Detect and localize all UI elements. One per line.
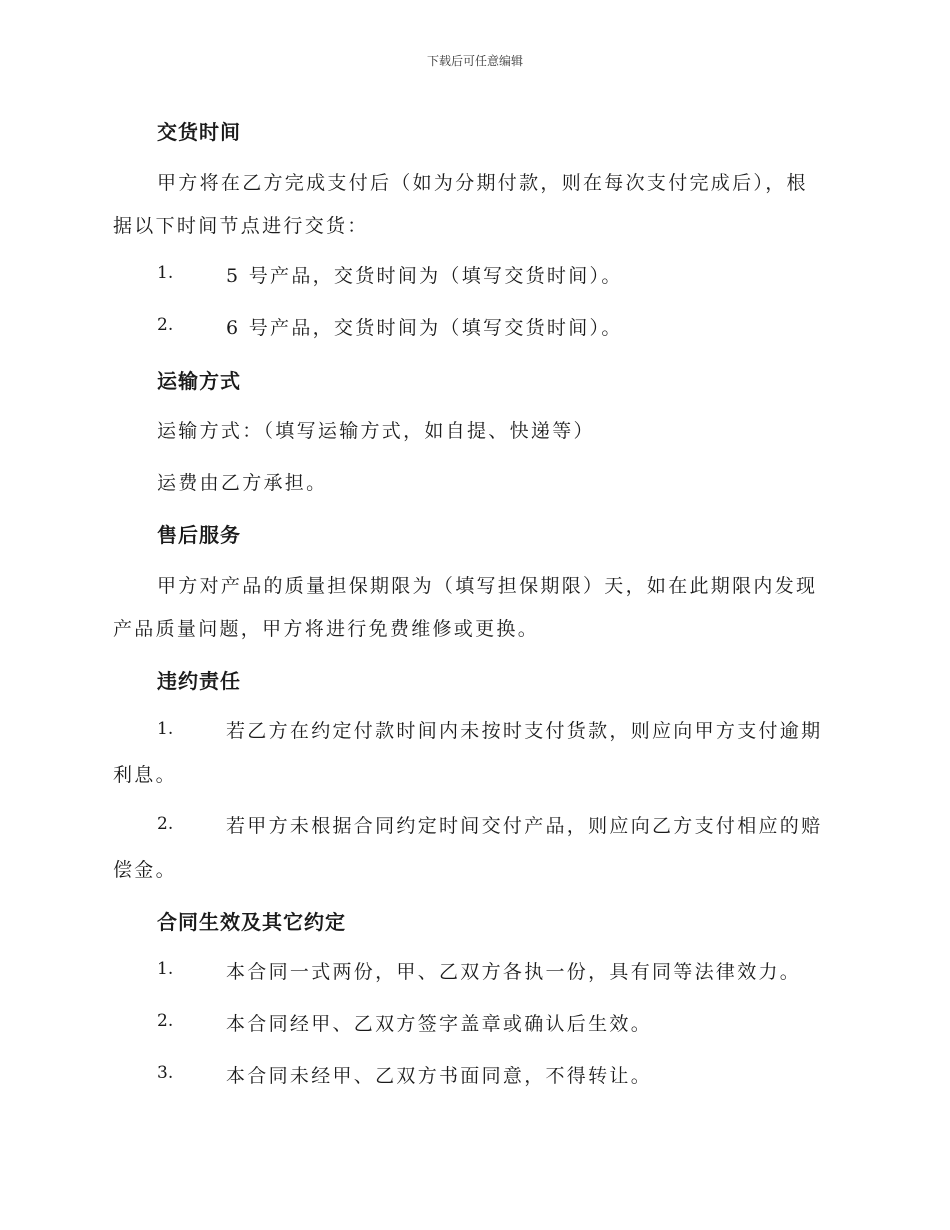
section-heading-breach: 违约责任 <box>157 669 241 693</box>
breach-item-continuation: 利息。 <box>113 764 177 786</box>
effect-item-number: 3. <box>157 1063 174 1083</box>
breach-item-number: 1. <box>157 719 174 739</box>
effect-item-text: 本合同未经甲、乙双方书面同意，不得转让。 <box>226 1065 653 1087</box>
effect-item-text: 本合同经甲、乙双方签字盖章或确认后生效。 <box>226 1013 653 1035</box>
transport-line2: 运费由乙方承担。 <box>157 472 328 494</box>
aftersales-line2: 产品质量问题，甲方将进行免费维修或更换。 <box>113 618 540 640</box>
breach-item-text: 若甲方未根据合同约定时间交付产品，则应向乙方支付相应的赔 <box>226 815 823 837</box>
delivery-item-text: 6 号产品，交货时间为（填写交货时间）。 <box>226 317 623 339</box>
section-heading-effect: 合同生效及其它约定 <box>157 910 346 934</box>
breach-item-text: 若乙方在约定付款时间内未按时支付货款，则应向甲方支付逾期 <box>226 720 823 742</box>
transport-line1: 运输方式：（填写运输方式，如自提、快递等） <box>157 420 595 442</box>
page-header: 下载后可任意编辑 <box>426 54 523 68</box>
effect-item-text: 本合同一式两份，甲、乙双方各执一份，具有同等法律效力。 <box>226 961 802 983</box>
section-heading-delivery: 交货时间 <box>157 120 241 144</box>
section-heading-aftersales: 售后服务 <box>157 523 241 547</box>
delivery-intro-line2: 据以下时间节点进行交货： <box>113 215 369 237</box>
delivery-item-number: 2. <box>157 315 174 335</box>
delivery-item-text: 5 号产品，交货时间为（填写交货时间）。 <box>226 265 623 287</box>
effect-item-number: 1. <box>157 959 174 979</box>
aftersales-line1: 甲方对产品的质量担保期限为（填写担保期限）天，如在此期限内发现 <box>157 575 818 597</box>
delivery-item-number: 1. <box>157 263 174 283</box>
section-heading-transport: 运输方式 <box>157 369 241 393</box>
delivery-intro-line1: 甲方将在乙方完成支付后（如为分期付款，则在每次支付完成后），根 <box>157 172 808 194</box>
breach-item-continuation: 偿金。 <box>113 859 177 881</box>
effect-item-number: 2. <box>157 1011 174 1031</box>
breach-item-number: 2. <box>157 814 174 834</box>
